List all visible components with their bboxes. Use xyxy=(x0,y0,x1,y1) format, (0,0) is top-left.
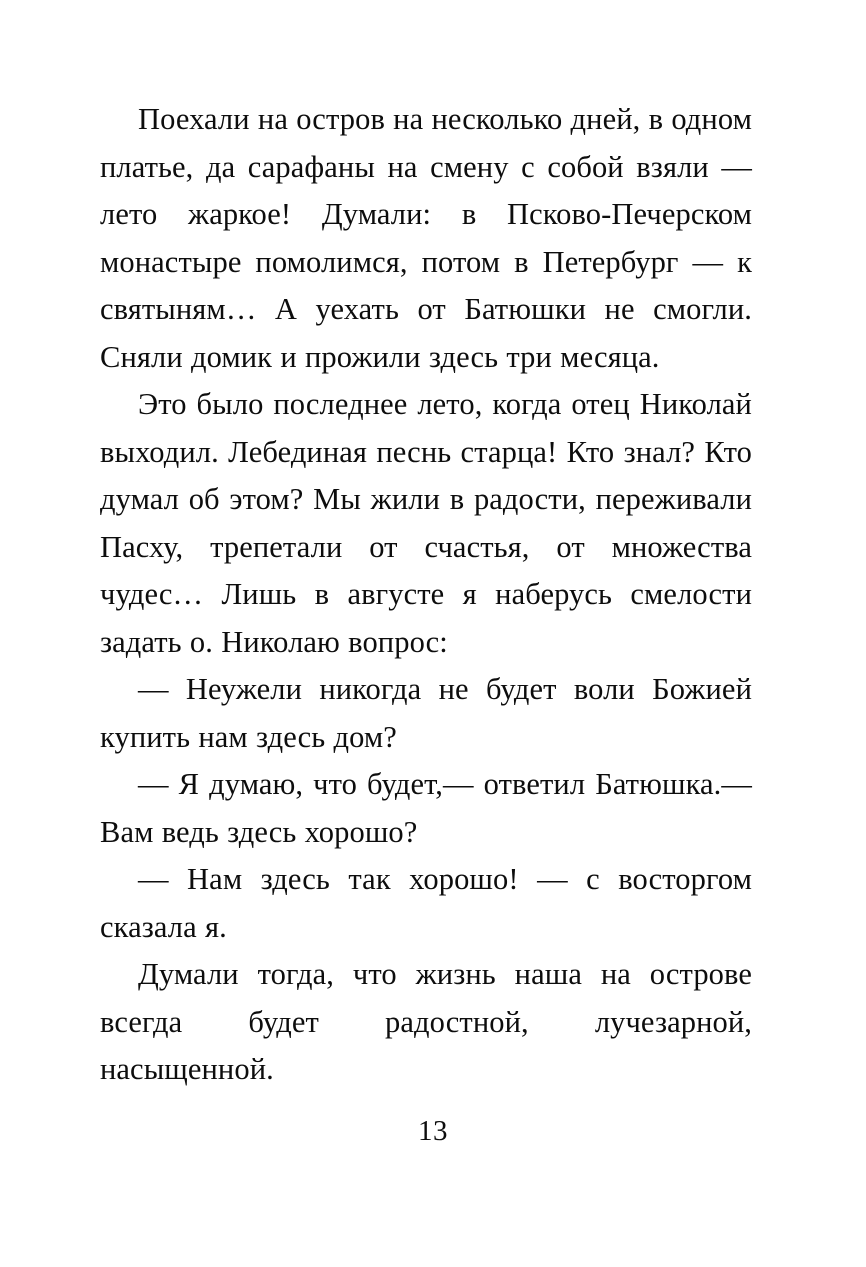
page-number: 13 xyxy=(418,1115,448,1147)
paragraph: Поехали на остров на несколько дней, в одном платье, да сарафаны на смену с собой взяли — лето жаркое! Думали: в Псково-Печерском монастыре помолимся, потом в Петербург — к святыням… А уехать от Батюшки не смогли. Сняли домик и прожили здесь три месяца. xyxy=(100,102,752,374)
paragraph: Это было последнее лето, когда отец Николай выходил. Лебединая песнь старца! Кто знал? Кто думал об этом? Мы жили в радости, переживали Пасху, трепетали от счастья, от множества чудес… Лишь в августе я наберусь смелости задать о. Николаю вопрос: xyxy=(100,387,752,659)
page-body-text xyxy=(100,96,752,1094)
paragraph: Думали тогда, что жизнь наша на острове всегда будет радостной, лучезарной, насыщенной. xyxy=(100,957,752,1086)
dialogue-line: — Неужели никогда не будет воли Божией купить нам здесь дом? xyxy=(100,672,752,754)
dialogue-line: — Я думаю, что будет,— ответил Батюшка.— Вам ведь здесь хорошо? xyxy=(100,767,752,849)
dialogue-line: — Нам здесь так хорошо! — с восторгом сказала я. xyxy=(100,862,752,944)
